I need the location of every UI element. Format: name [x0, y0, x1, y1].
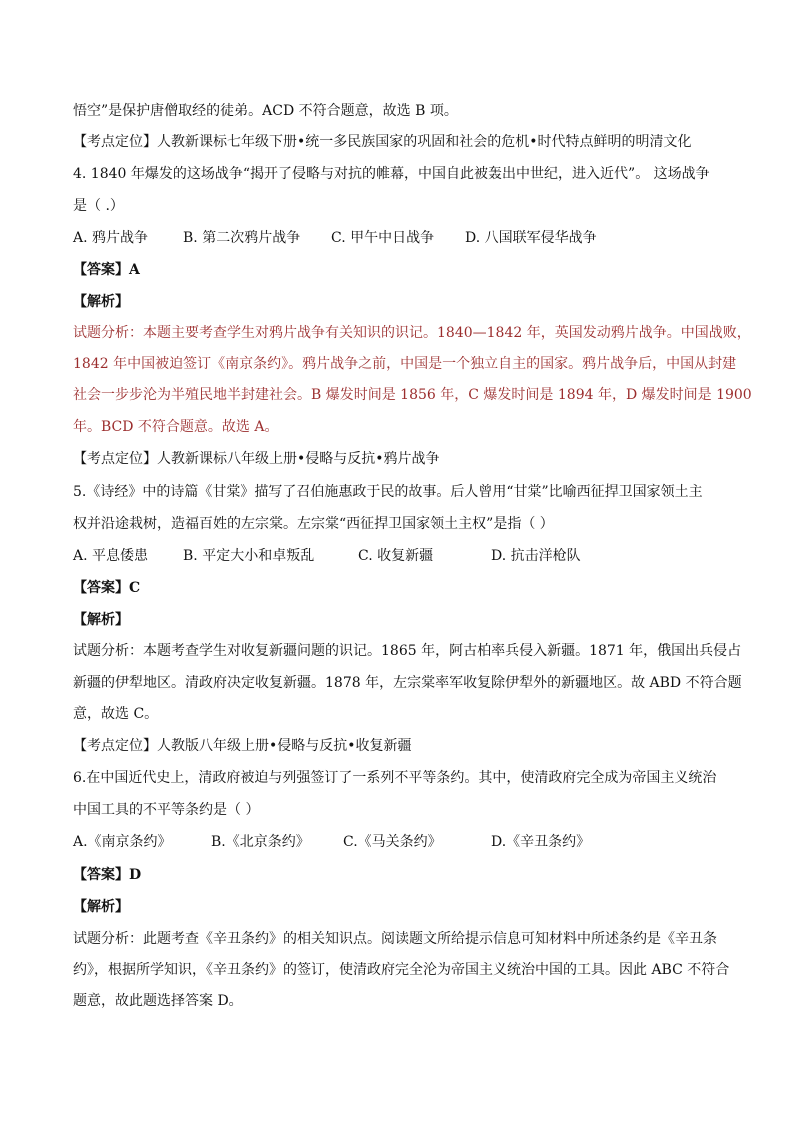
- q5-option-a: A. 平息倭患: [73, 548, 149, 564]
- q6-analysis-line-3: 题意，故此题选择答案 D。: [73, 993, 243, 1009]
- q6-option-b: B.《北京条约》: [211, 834, 310, 850]
- q4-stem-line-2: 是（ .）: [73, 198, 124, 214]
- q5-analysis-line-2: 新疆的伊犁地区。清政府决定收复新疆。1878 年，左宗棠率军收复除伊犁外的新疆地区。故 ABD 不符合题: [73, 675, 742, 691]
- paragraph-line: 悟空”是保护唐僧取经的徒弟。ACD 不符合题意，故选 B 项。: [73, 103, 458, 119]
- q5-stem-line-2: 权并沿途栽树，造福百姓的左宗棠。左宗棠“西征捍卫国家领土主权”是指（ ）: [73, 516, 554, 532]
- q6-analysis-label: 【解析】: [73, 899, 129, 915]
- q5-option-d: D. 抗击洋枪队: [491, 548, 581, 564]
- q5-answer: 【答案】C: [73, 580, 141, 596]
- q4-analysis-line-4: 年。BCD 不符合题意。故选 A。: [73, 419, 279, 435]
- q4-option-d: D. 八国联军侵华战争: [465, 230, 597, 246]
- q6-answer: 【答案】D: [73, 867, 142, 883]
- q6-option-a: A.《南京条约》: [73, 834, 172, 850]
- q4-option-a: A. 鸦片战争: [73, 230, 149, 246]
- q6-option-c: C.《马关条约》: [343, 834, 442, 850]
- q6-analysis-line-1: 试题分析：此题考查《辛丑条约》的相关知识点。阅读题文所给提示信息可知材料中所述条约是《辛丑条: [73, 931, 717, 947]
- q4-analysis-line-1: 试题分析：本题主要考查学生对鸦片战争有关知识的识记。1840—1842 年，英国发动鸦片战争。中国战败，: [73, 325, 751, 341]
- q5-option-b: B. 平定大小和卓叛乱: [183, 548, 315, 564]
- q4-answer: 【答案】A: [73, 262, 140, 278]
- q5-analysis-label: 【解析】: [73, 612, 129, 628]
- q4-kaodian: 【考点定位】人教新课标八年级上册•侵略与反抗•鸦片战争: [73, 451, 440, 467]
- q5-stem-line-1: 5.《诗经》中的诗篇《甘棠》描写了召伯施惠政于民的故事。后人曾用“甘棠”比喻西征捍卫国家领土主: [73, 484, 703, 500]
- q6-option-d: D.《辛丑条约》: [491, 834, 591, 850]
- q6-stem-line-2: 中国工具的不平等条约是（ ）: [73, 802, 260, 818]
- q4-analysis-label: 【解析】: [73, 294, 129, 310]
- q5-kaodian: 【考点定位】人教版八年级上册•侵略与反抗•收复新疆: [73, 738, 412, 754]
- q6-analysis-line-2: 约》，根据所学知识，《辛丑条约》的签订，使清政府完全沦为帝国主义统治中国的工具。因此 ABC 不符合: [73, 962, 730, 978]
- kaodian-line: 【考点定位】人教新课标七年级下册•统一多民族国家的巩固和社会的危机•时代特点鲜明的明清文化: [73, 134, 692, 150]
- q4-option-b: B. 第二次鸦片战争: [183, 230, 301, 246]
- q5-option-c: C. 收复新疆: [358, 548, 434, 564]
- q4-analysis-line-3: 社会一步步沦为半殖民地半封建社会。B 爆发时间是 1856 年，C 爆发时间是 1894 年，D 爆发时间是 1900: [73, 387, 752, 403]
- q4-option-c: C. 甲午中日战争: [331, 230, 435, 246]
- q5-analysis-line-3: 意，故选 C。: [73, 706, 159, 722]
- q4-analysis-line-2: 1842 年中国被迫签订《南京条约》。鸦片战争之前，中国是一个独立自主的国家。鸦片战争后，中国从封建: [73, 356, 737, 372]
- q6-stem-line-1: 6.在中国近代史上，清政府被迫与列强签订了一系列不平等条约。其中，使清政府完全成为帝国主义统治: [73, 770, 717, 786]
- q4-stem-line-1: 4. 1840 年爆发的这场战争“揭开了侵略与对抗的帷幕，中国自此被轰出中世纪，进入近代”。 这场战争: [73, 166, 710, 182]
- q5-analysis-line-1: 试题分析：本题考查学生对收复新疆问题的识记。1865 年，阿古柏率兵侵入新疆。1871 年，俄国出兵侵占: [73, 643, 742, 659]
